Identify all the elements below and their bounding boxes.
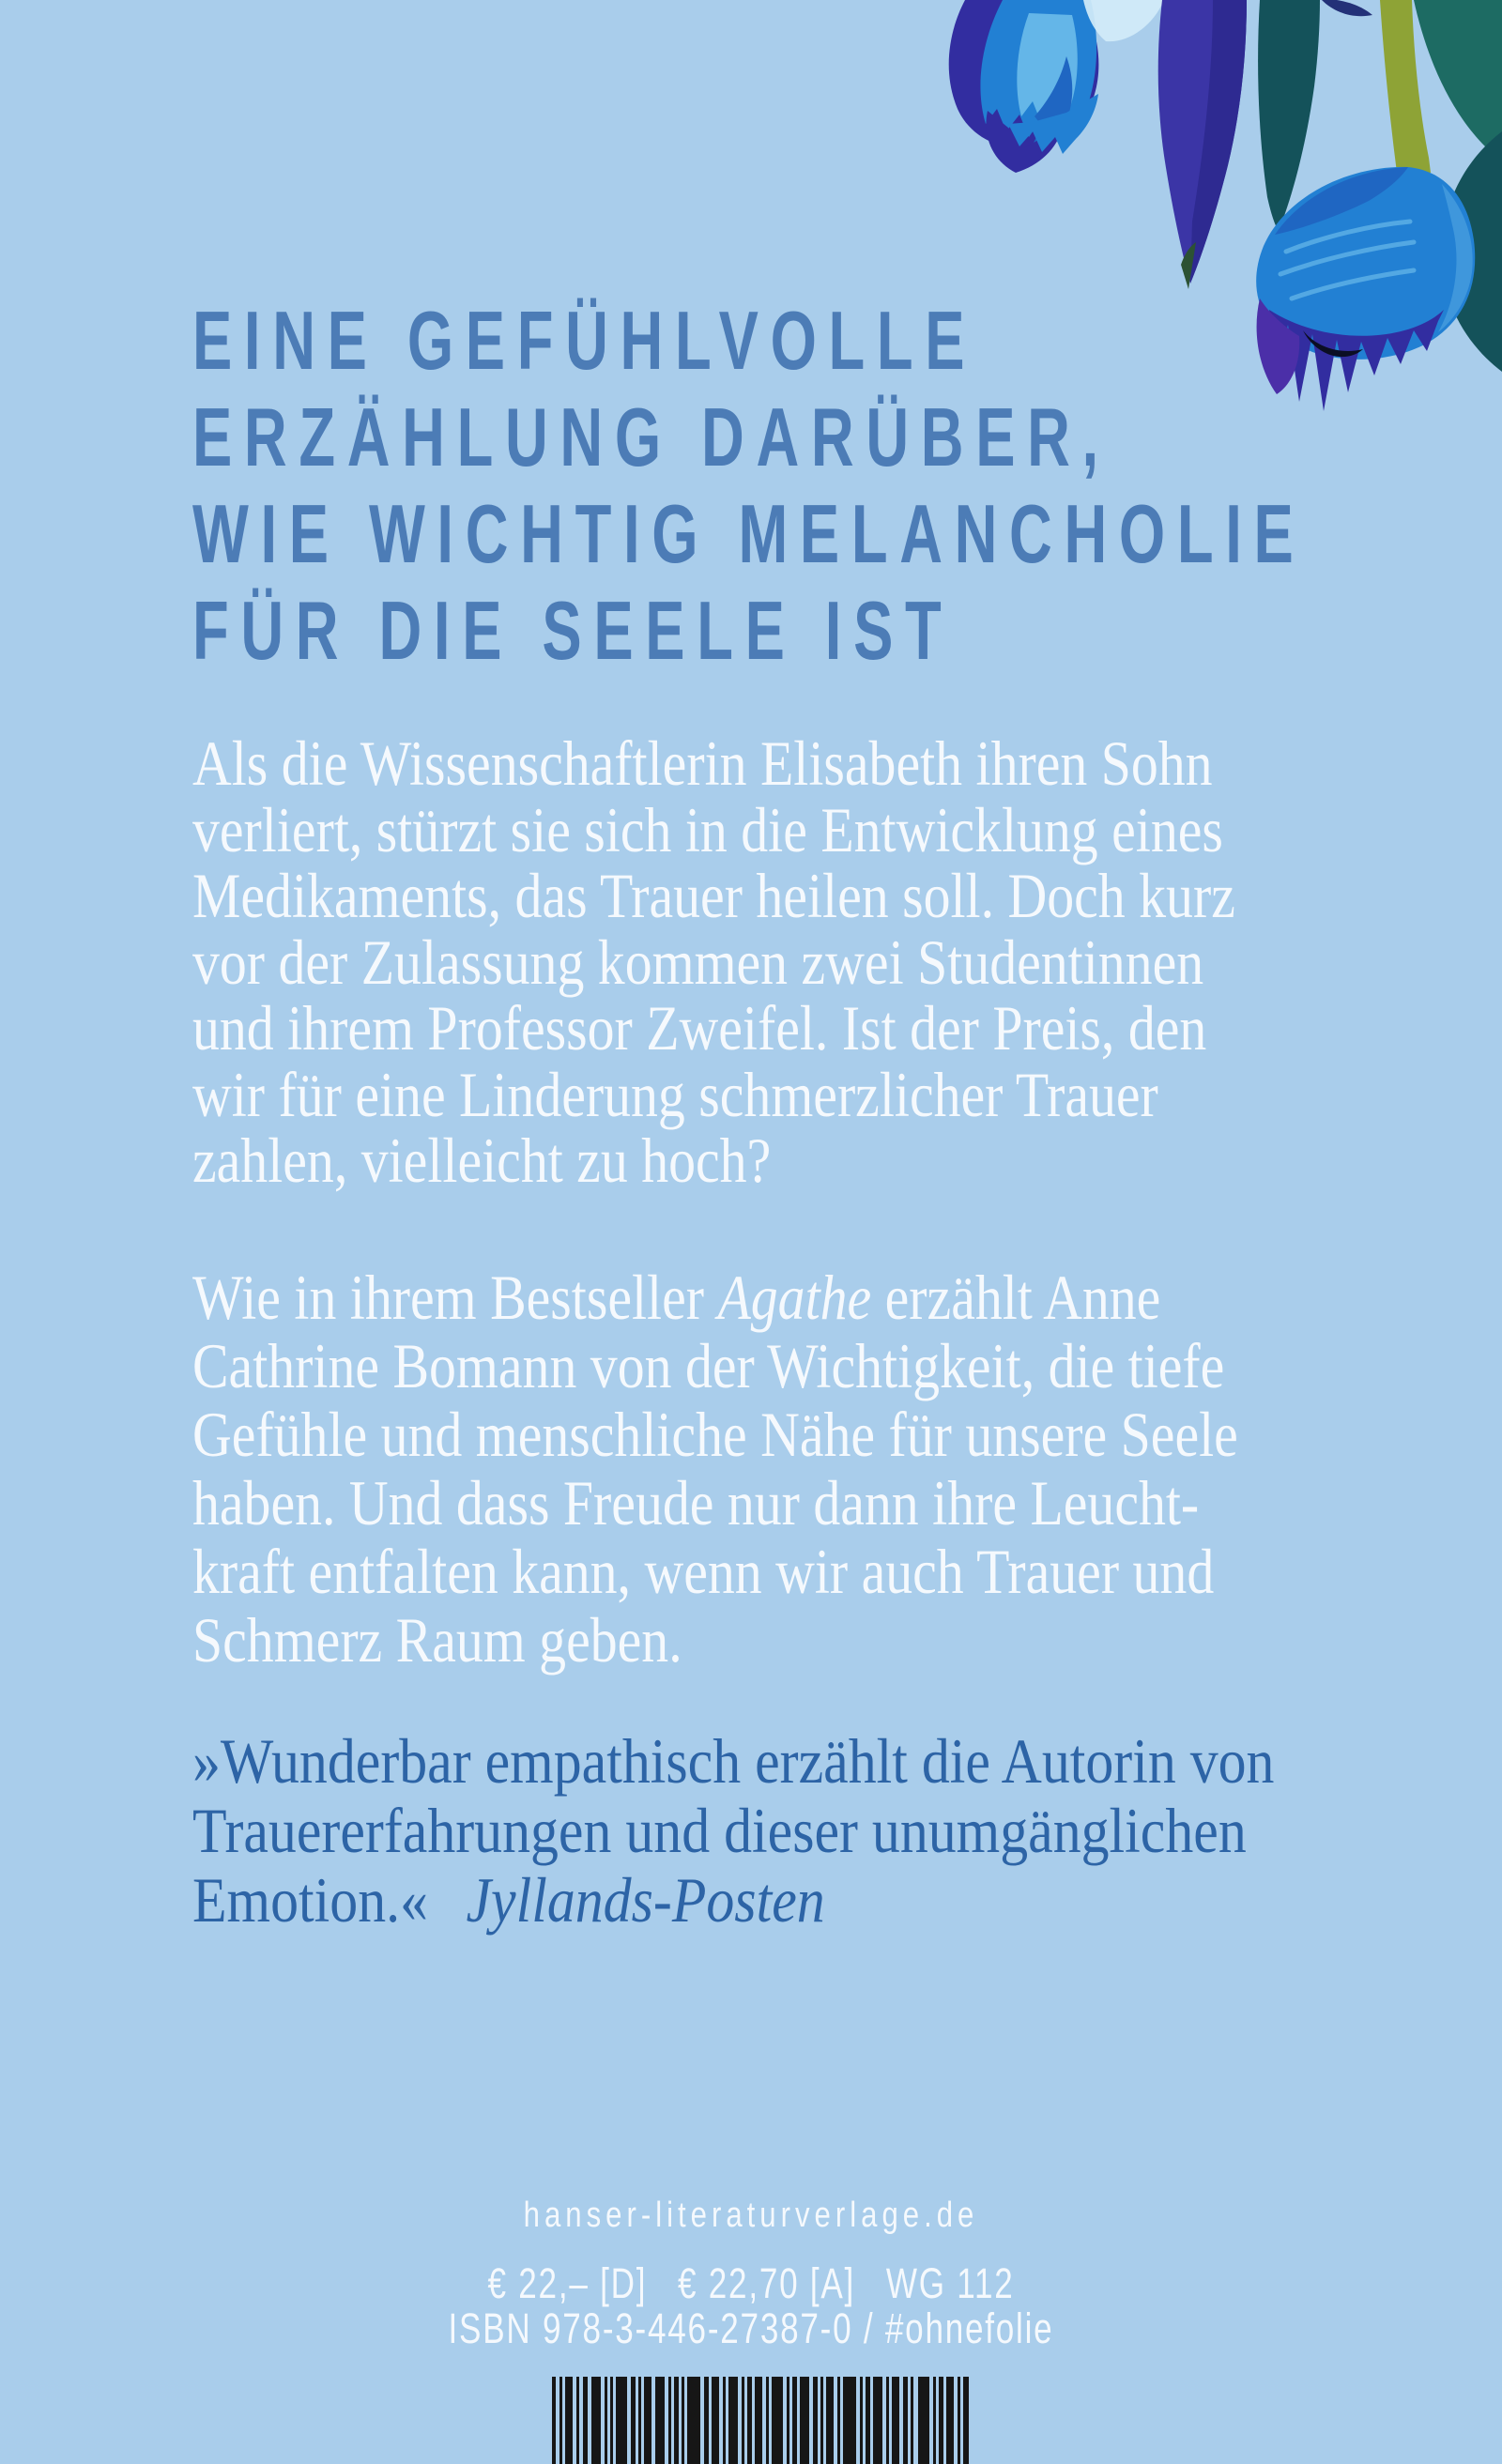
about-line-text: Wie in ihrem Bestseller bbox=[192, 1262, 718, 1333]
navy-leaf-fragment bbox=[1322, 0, 1372, 16]
synopsis-line: wir für eine Linderung schmerzlicher Trauer bbox=[192, 1058, 1158, 1130]
press-quote bbox=[192, 1726, 1274, 1935]
quote-source: Jyllands-Posten bbox=[466, 1864, 825, 1936]
about-line-text: erzählt Anne bbox=[871, 1262, 1161, 1333]
synopsis-line: verliert, stürzt sie sich in die Entwicklung eines bbox=[192, 793, 1223, 865]
synopsis-line: vor der Zulassung kommen zwei Studentinnen bbox=[192, 926, 1204, 998]
about-line bbox=[192, 1263, 1238, 1332]
quote-line bbox=[192, 1865, 1274, 1935]
headline-line: FÜR DIE SEELE IST bbox=[192, 584, 954, 677]
about-line: haben. Und dass Freude nur dann ihre Leucht- bbox=[192, 1467, 1200, 1538]
about-line: kraft entfalten kann, wenn wir auch Trauer und bbox=[192, 1536, 1215, 1607]
synopsis-line: zahlen, vielleicht zu hoch? bbox=[192, 1125, 772, 1196]
publisher-website: hanser-literaturverlage.de bbox=[523, 2196, 979, 2235]
right-upper-leaf bbox=[1414, 0, 1502, 160]
synopsis-line: Als die Wissenschaftlerin Elisabeth ihren Sohn bbox=[192, 727, 1213, 799]
headline-line: WIE WICHTIG MELANCHOLIE bbox=[192, 487, 1306, 580]
about-line: Cathrine Bomann von der Wichtigkeit, die tiefe bbox=[192, 1330, 1225, 1401]
synopsis-line: und ihrem Professor Zweifel. Ist der Preis, den bbox=[192, 992, 1207, 1064]
headline-line: EINE GEFÜHLVOLLE bbox=[192, 294, 977, 387]
price-germany: € 22,– [D] bbox=[487, 2259, 648, 2307]
price-austria: € 22,70 [A] bbox=[677, 2259, 856, 2307]
price-line bbox=[165, 2259, 1337, 2308]
about-line: Gefühle und menschliche Nähe für unsere Seele bbox=[192, 1399, 1238, 1470]
synopsis-line: Medikaments, das Trauer heilen soll. Doch kurz bbox=[192, 860, 1235, 931]
synopsis-paragraph bbox=[192, 727, 1235, 1196]
left-tulip-flower bbox=[949, 0, 1164, 173]
quote-line: »Wunderbar empathisch erzählt die Autorin von bbox=[192, 1725, 1275, 1797]
about-author-paragraph bbox=[192, 1263, 1238, 1675]
about-line: Schmerz Raum geben. bbox=[192, 1604, 682, 1676]
headline bbox=[192, 292, 1305, 679]
barcode-bars bbox=[552, 2377, 969, 2464]
book-title-agathe: Agathe bbox=[717, 1262, 872, 1333]
product-group: WG 112 bbox=[885, 2259, 1015, 2307]
quote-line: Trauererfahrungen und dieser unumgänglichen bbox=[192, 1795, 1247, 1866]
barcode bbox=[552, 2377, 969, 2464]
headline-line: ERZÄHLUNG DARÜBER, bbox=[192, 390, 1111, 483]
quote-closing: Emotion.« bbox=[192, 1864, 428, 1936]
isbn-line: ISBN 978-3-446-27387-0 / #ohnefolie bbox=[448, 2304, 1054, 2352]
